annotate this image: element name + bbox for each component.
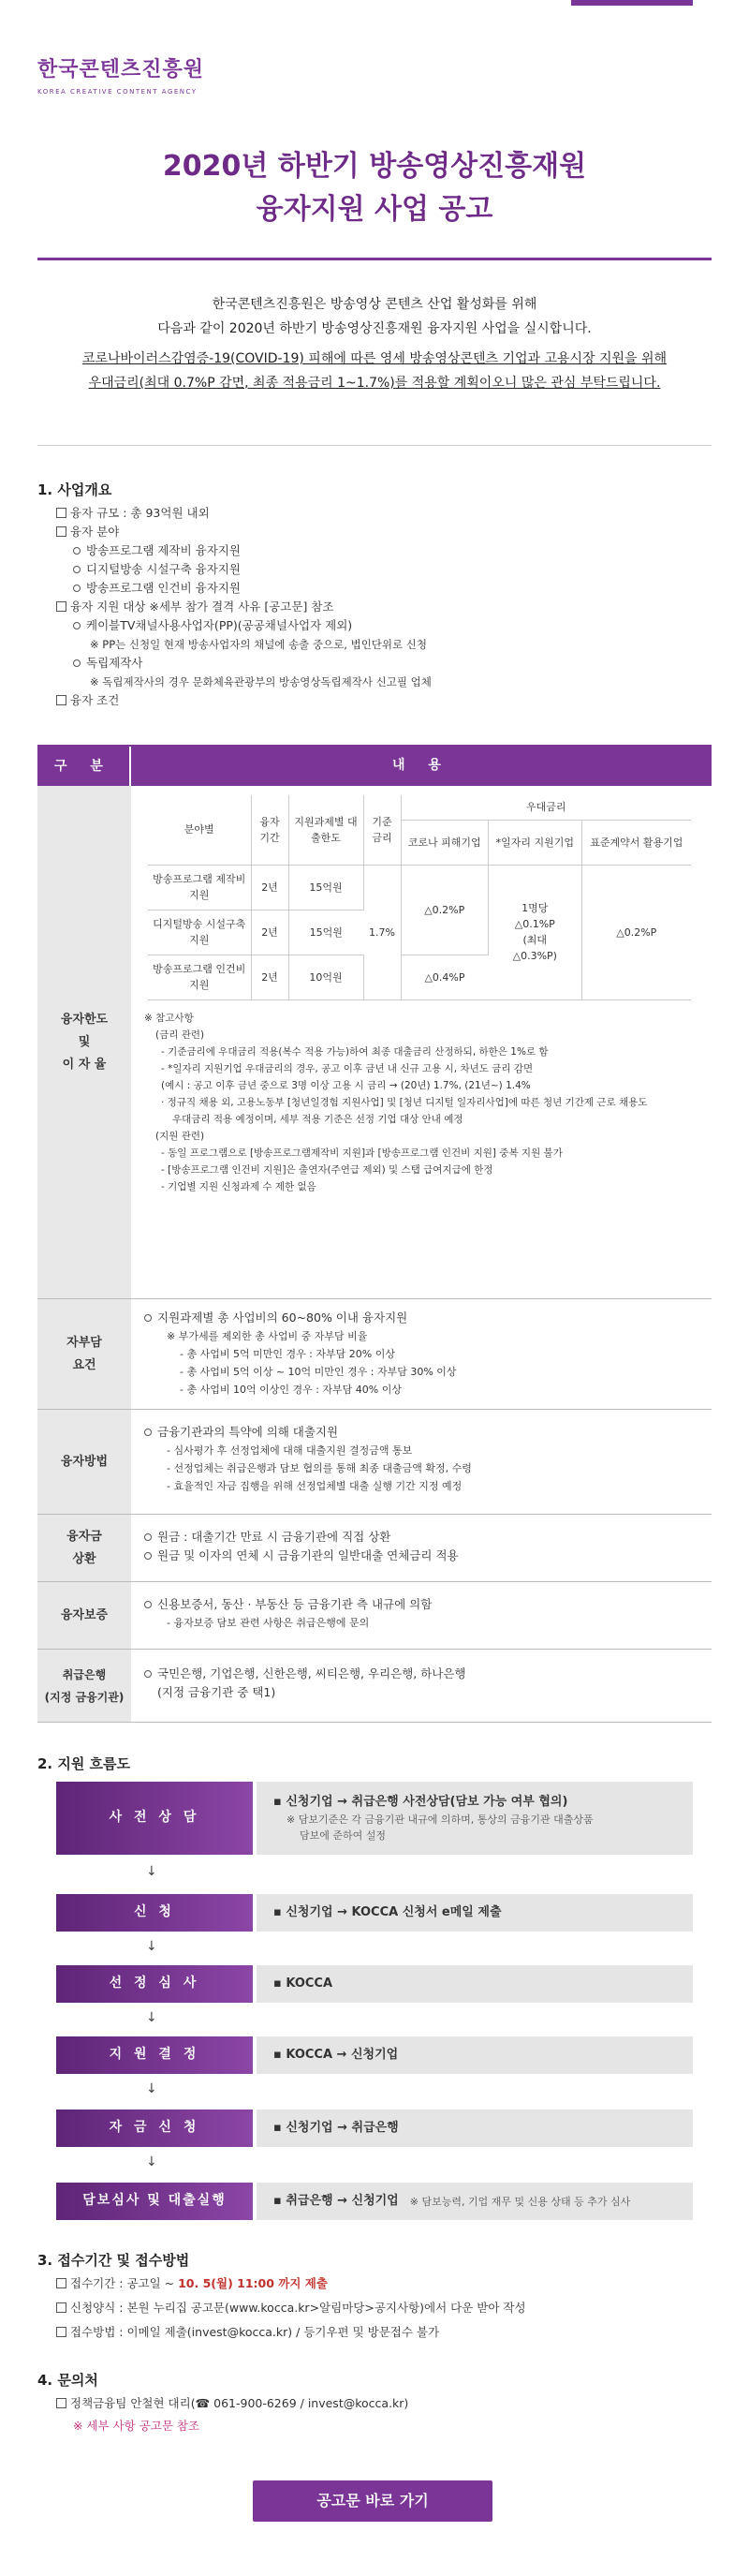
flow-label: 사 전 상 담 bbox=[56, 1782, 253, 1855]
intro-line4: 우대금리(최대 0.7%P 감면, 최종 적용금리 1~1.7%)를 적용할 계획이오니 많은 관심 부탁드립니다. bbox=[88, 376, 661, 391]
flow-arrow: ↓ bbox=[146, 2010, 157, 2025]
list-item: 방송프로그램 제작비 융자지원 bbox=[56, 541, 432, 560]
flow-desc: ▪ 취급은행 → 신청기업 ※ 담보능력, 기업 재무 및 신용 상태 등 추가 심사 bbox=[257, 2183, 693, 2220]
list-item: 융자 지원 대상 ※세부 참가 결격 사유 [공고문] 참조 bbox=[56, 598, 432, 616]
section2-heading: 2. 지원 흐름도 bbox=[37, 1755, 131, 1772]
list-item: 융자 분야 bbox=[56, 523, 432, 541]
flow-step-decision bbox=[56, 2036, 693, 2074]
list-item: ※ 독립제작사의 경우 문화체육관광부의 방송영상독립제작사 신고필 업체 bbox=[90, 675, 432, 688]
section1-heading: 1. 사업개요 bbox=[37, 481, 112, 498]
row-content: 신용보증서, 동산 · 부동산 등 금융기관 측 내규에 의함 - 융자보증 담보 관련 사항은 취급은행에 문의 bbox=[131, 1582, 712, 1649]
flow-desc: ▪ KOCCA → 신청기업 bbox=[257, 2036, 693, 2074]
flow-arrow: ↓ bbox=[146, 2081, 157, 2096]
intro-divider bbox=[37, 445, 712, 446]
reference-notes: ※ 참고사항 (금리 관련) - 기준금리에 우대금리 적용(복수 적용 가능)하여 최종 대출금리 산정하되, 하한은 1%로 함 - *일자리 지원기업 우대금리의 경우, 공고 이후 금년 내 신규 고용 시, 차년도 금리 감면 (예시 : 공고 이후 금년 중으로 3명 이상 고용 시 금리 → (20년) 1.7%, (21년~) 1.4% · 정규직 채용 외, 고용노동부 [청년일경험 지원사업] 및 [청년 디지털 일자리사업]에 따른 청년 기간제 근로 채용도 우대금리 적용 예정이며, 세부 적용 기준은 선정 기업 대상 안내 예정 (지원 관련) - 동일 프로그램으로 [방송프로그램제작비 지원]과 [방송프로그램 인건비 지원] 중복 지원 불가 - [방송프로그램 인건비 지원]은 출연자(주연급 제외) 및 스탭 급여지급에 한정 - 기업별 지원 신청과제 수 제한 없음 bbox=[144, 1012, 648, 1192]
list-item: 독립제작사 bbox=[56, 654, 432, 673]
flow-label: 신 청 bbox=[56, 1894, 253, 1932]
loan-conditions-table bbox=[37, 745, 712, 1723]
title-line2: 융자지원 사업 공고 bbox=[256, 193, 493, 226]
table-row bbox=[37, 786, 712, 1299]
row-label-limit-rate: 융자한도 및 이 자 율 bbox=[37, 786, 131, 1298]
intro-line3: 코로나바이러스감염증-19(COVID-19) 피해에 따른 영세 방송영상콘텐츠 기업과 고용시장 지원을 위해 bbox=[81, 351, 668, 366]
intro-text bbox=[0, 292, 749, 395]
list-item: 방송프로그램 인건비 융자지원 bbox=[56, 579, 432, 598]
table-row bbox=[37, 1299, 712, 1410]
table-row bbox=[37, 1650, 712, 1723]
row-label-repayment: 융자금 상환 bbox=[37, 1515, 131, 1581]
row-content bbox=[131, 786, 712, 1298]
intro-line1: 한국콘텐츠진흥원은 방송영상 콘텐츠 산업 활성화를 위해 bbox=[212, 297, 537, 312]
list-item: 정책금융팀 안철현 대리(☎ 061-900-6269 / invest@kocca.kr) bbox=[56, 2394, 408, 2413]
list-item: 디지털방송 시설구축 융자지원 bbox=[56, 560, 432, 579]
flow-label: 선 정 심 사 bbox=[56, 1965, 253, 2003]
title-line1: 2020년 하반기 방송영상진흥재원 bbox=[162, 150, 587, 183]
kocca-logo bbox=[37, 54, 204, 97]
list-item: 융자 규모 : 총 93억원 내외 bbox=[56, 504, 432, 523]
list-item: 접수기간 : 공고일 ~ 10. 5(월) 11:00 까지 제출 bbox=[56, 2274, 526, 2293]
flow-label: 담보심사 및 대출실행 bbox=[56, 2183, 253, 2220]
flow-label: 자 금 신 청 bbox=[56, 2110, 253, 2147]
logo-ko: 한국콘텐츠진흥원 bbox=[37, 58, 205, 81]
header-category: 구 분 bbox=[37, 747, 131, 786]
flow-desc: ▪ 신청기업 → 취급은행 bbox=[257, 2110, 693, 2147]
header-content: 내 용 bbox=[392, 758, 450, 774]
detail-note: ※ 세부 사항 공고문 참조 bbox=[73, 2419, 200, 2433]
row-label-guarantee: 융자보증 bbox=[37, 1582, 131, 1649]
row-content: 원금 : 대출기간 만료 시 금융기관에 직접 상환 원금 및 이자의 연체 시 금융기관의 일반대출 연체금리 적용 bbox=[131, 1515, 712, 1581]
row-label-bank: 취급은행 (지정 금융기관) bbox=[37, 1650, 131, 1722]
title-divider bbox=[37, 258, 712, 260]
flow-desc: ▪ 신청기업 → 취급은행 사전상담(담보 가능 여부 협의) ※ 담보기준은 각 금융기관 내규에 의하며, 통상의 금융기관 대출상품 담보에 준하여 설정 bbox=[257, 1782, 693, 1855]
list-item: 접수방법 : 이메일 제출(invest@kocca.kr) / 등기우편 및 방문접수 불가 bbox=[56, 2323, 526, 2342]
section4-list bbox=[56, 2394, 408, 2435]
list-item: 융자 조건 bbox=[56, 691, 432, 710]
list-item: ※ PP는 신청일 현재 방송사업자의 채널에 송출 중으로, 법인단위로 신청 bbox=[90, 638, 428, 651]
flow-step-consult bbox=[56, 1782, 693, 1855]
flow-desc: ▪ 신청기업 → KOCCA 신청서 e메일 제출 bbox=[257, 1894, 693, 1932]
row-label-self-funding: 자부담 요건 bbox=[37, 1299, 131, 1409]
flow-step-apply bbox=[56, 1894, 693, 1932]
section3-heading: 3. 접수기간 및 접수방법 bbox=[37, 2252, 190, 2269]
section4-heading: 4. 문의처 bbox=[37, 2372, 98, 2389]
section1-list bbox=[56, 504, 432, 710]
flow-desc: ▪ KOCCA bbox=[257, 1965, 693, 2003]
row-content: 금융기관과의 특약에 의해 대출지원 - 심사평가 후 선정업체에 대해 대출지원 결정금액 통보 - 선정업체는 취급은행과 담보 협의를 통해 최종 대출금액 확정, 수령 - 효율적인 자금 집행을 위해 선정업체별 대출 실행 기간 지정 예정 bbox=[131, 1410, 712, 1514]
list-item: 신청양식 : 본원 누리집 공고문(www.kocca.kr>알림마당>공지사항)에서 다운 받아 작성 bbox=[56, 2299, 526, 2317]
flow-step-execution bbox=[56, 2183, 693, 2220]
top-accent-bar bbox=[0, 0, 749, 9]
table-header bbox=[37, 747, 712, 786]
flow-step-fund-request bbox=[56, 2110, 693, 2147]
flow-arrow: ↓ bbox=[146, 2154, 157, 2169]
interest-rate-table: 분야별 융자 기간 지원과제별 대출한도 기준 금리 우대금리 코로나 피해기업 *일자리 지원기업 표준계약서 활용기업 방송프로그램 제작비 지원 2년 15억원 1.7% △0.2%P 1명당 △0.1%P (최대 △0.3%P) △0.2%P 디지털방송 시설구축 지원 2년 15억원 방송프로그램 인건비 지원 2년 10억원 △0.4%P bbox=[148, 795, 691, 1000]
row-content: 국민은행, 기업은행, 신한은행, 씨티은행, 우리은행, 하나은행 (지정 금융기관 중 택1) bbox=[131, 1650, 712, 1722]
row-label-loan-method: 융자방법 bbox=[37, 1410, 131, 1514]
flow-arrow: ↓ bbox=[146, 1864, 157, 1879]
page-title bbox=[0, 145, 749, 231]
table-row bbox=[37, 1410, 712, 1515]
table-row bbox=[37, 1582, 712, 1650]
logo-en: KOREA CREATIVE CONTENT AGENCY bbox=[37, 88, 198, 96]
row-content: 지원과제별 총 사업비의 60~80% 이내 융자지원 ※ 부가세를 제외한 총 사업비 중 자부담 비율 - 총 사업비 5억 미만인 경우 : 자부담 20% 이상 - 총 사업비 5억 이상 ~ 10억 미만인 경우 : 자부담 30% 이상 - 총 사업비 10억 이상인 경우 : 자부담 40% 이상 bbox=[131, 1299, 712, 1409]
list-item: 케이블TV채널사용사업자(PP)(공공채널사업자 제외) bbox=[56, 616, 432, 635]
section3-list bbox=[56, 2274, 526, 2342]
flow-arrow: ↓ bbox=[146, 1939, 157, 1954]
intro-line2: 다음과 같이 2020년 하반기 방송영상진흥재원 융자지원 사업을 실시합니다. bbox=[157, 321, 592, 336]
flow-label: 지 원 결 정 bbox=[56, 2036, 253, 2074]
table-row bbox=[37, 1515, 712, 1582]
view-notice-button[interactable]: 공고문 바로 가기 bbox=[253, 2480, 492, 2522]
flow-step-review bbox=[56, 1965, 693, 2003]
